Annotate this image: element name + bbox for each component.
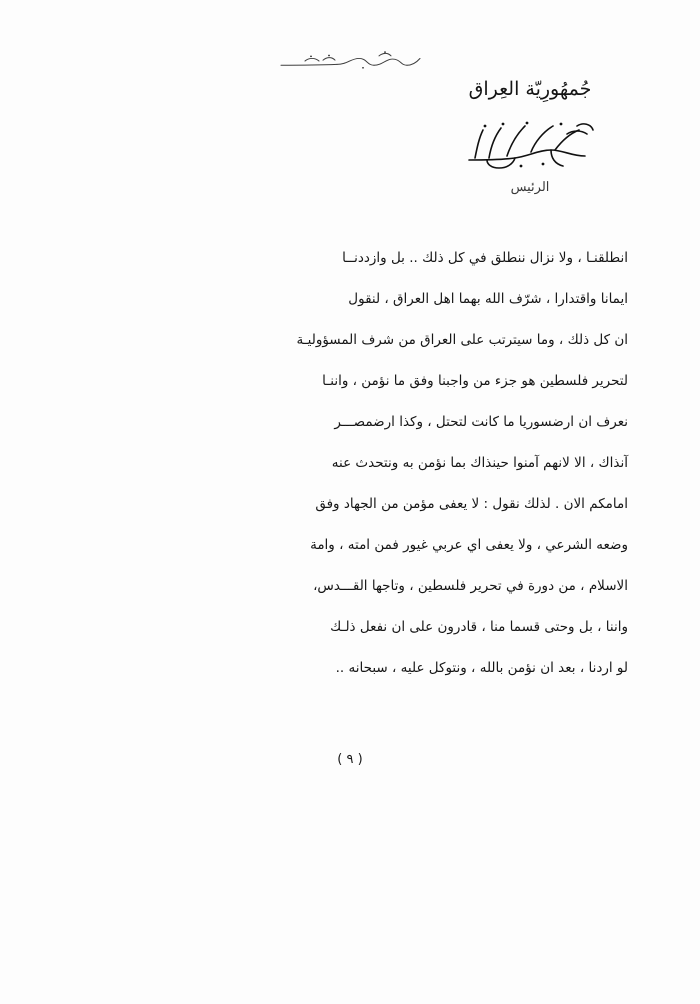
text-line-content: ايمانا واقتدارا ، شرّف الله بهما اهل العراق ، لنقول [348, 291, 628, 307]
presidency-emblem-icon [420, 114, 640, 176]
text-line [72, 539, 628, 580]
text-line [72, 252, 628, 293]
text-line [72, 580, 628, 621]
text-line-content: واننا ، بل وحتى قسما منا ، قادرون على ان نفعل ذلـك [330, 619, 628, 635]
text-line [72, 293, 628, 334]
text-line-content: لو اردنا ، بعد ان نؤمن بالله ، ونتوكل عليه ، سبحانه .. [335, 660, 628, 676]
page-number: ( ٩ ) [337, 752, 363, 767]
text-line [72, 375, 628, 416]
text-line [72, 457, 628, 498]
text-line [72, 621, 628, 662]
bismillah-calligraphy-icon [0, 50, 700, 72]
letterhead-country: جُمهُورِيّة العِراق [468, 78, 592, 100]
text-line [72, 416, 628, 457]
text-line [72, 334, 628, 375]
text-line-content: امامكم الان . لذلك نقول : لا يعفى مؤمن من الجهاد وفق [315, 496, 628, 512]
text-line [72, 662, 628, 703]
text-line-content: لتحرير فلسطين هو جزء من واجبنا وفق ما نؤمن ، واننـا [322, 373, 628, 389]
body-text [72, 252, 628, 703]
text-line [72, 498, 628, 539]
letterhead-role: الرئيس [510, 180, 550, 195]
text-line-content: الاسلام ، من دورة في تحرير فلسطين ، وتاجها القـــدس، [313, 578, 628, 594]
text-line-content: انطلقنـا ، ولا نزال ننطلق في كل ذلك .. بل وازددنــا [342, 250, 628, 266]
text-line-content: ان كل ذلك ، وما سيترتب على العراق من شرف المسؤوليـة [296, 332, 628, 348]
text-line-content: نعرف ان ارضسوريا ما كانت لتحتل ، وكذا ارضمصـــر [334, 414, 628, 430]
text-line-content: وضعه الشرعي ، ولا يعفى اي عربي غيور فمن امته ، وامة [310, 537, 628, 553]
letterhead [420, 78, 640, 195]
text-line-content: آنذاك ، الا لانهم آمنوا حينذاك بما نؤمن به ونتحدث عنه [331, 455, 628, 471]
